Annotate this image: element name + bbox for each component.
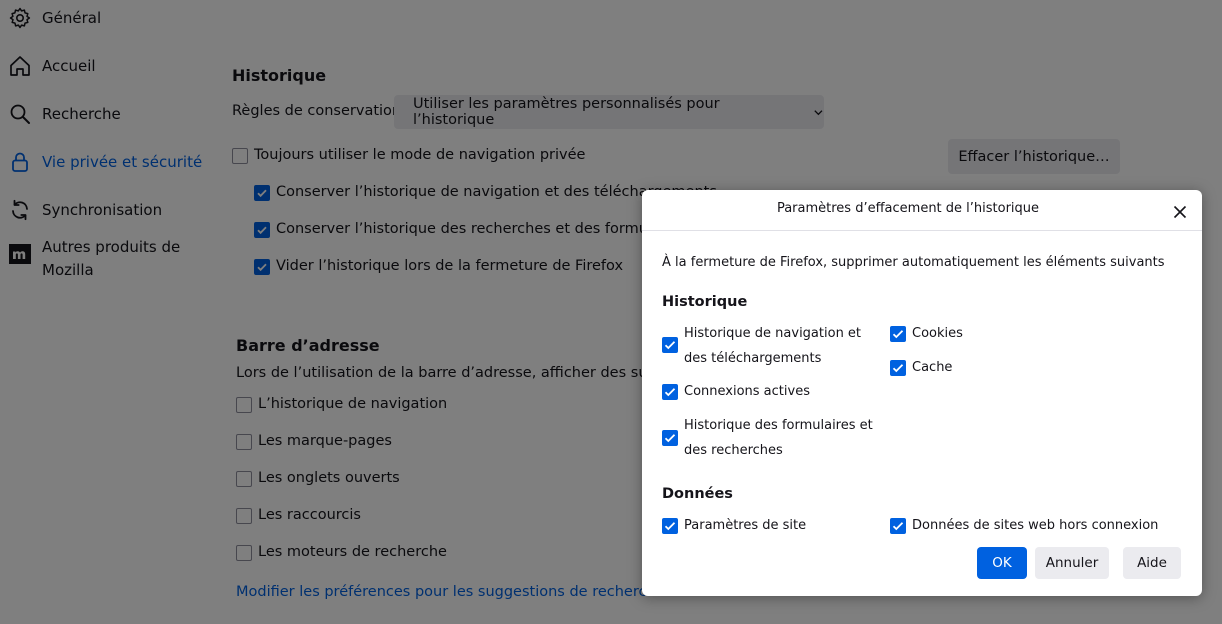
site-settings-checkbox[interactable] [662,518,678,534]
active-logins-label: Connexions actives [684,384,810,399]
dialog-title: Paramètres d’effacement de l’historique [776,201,1040,216]
cookies-label: Cookies [912,326,963,341]
form-history-label: Historique des formulaires et des recherches [684,418,873,458]
site-settings-label: Paramètres de site [684,518,807,533]
cache-checkbox[interactable] [890,360,906,376]
ok-button[interactable]: OK [977,547,1027,579]
dialog-data-heading: Données [662,486,733,502]
dialog-intro: À la fermeture de Firefox, supprimer automatiquement les éléments suivants [662,255,1165,270]
browsing-history-checkbox[interactable] [662,337,678,353]
dialog-history-heading: Historique [662,294,748,310]
close-button[interactable] [1168,200,1192,224]
form-history-checkbox[interactable] [662,430,678,446]
offline-data-checkbox[interactable] [890,518,906,534]
close-icon [1168,200,1192,224]
cancel-button[interactable]: Annuler [1035,547,1109,579]
browsing-history-label: Historique de navigation et des téléchargements [684,326,862,366]
offline-data-label: Données de sites web hors connexion [912,518,1159,533]
cache-label: Cache [912,360,953,375]
clear-history-settings-dialog [642,190,1202,596]
cookies-checkbox[interactable] [890,326,906,342]
help-button[interactable]: Aide [1123,547,1181,579]
active-logins-checkbox[interactable] [662,384,678,400]
dialog-header-divider [642,230,1202,231]
